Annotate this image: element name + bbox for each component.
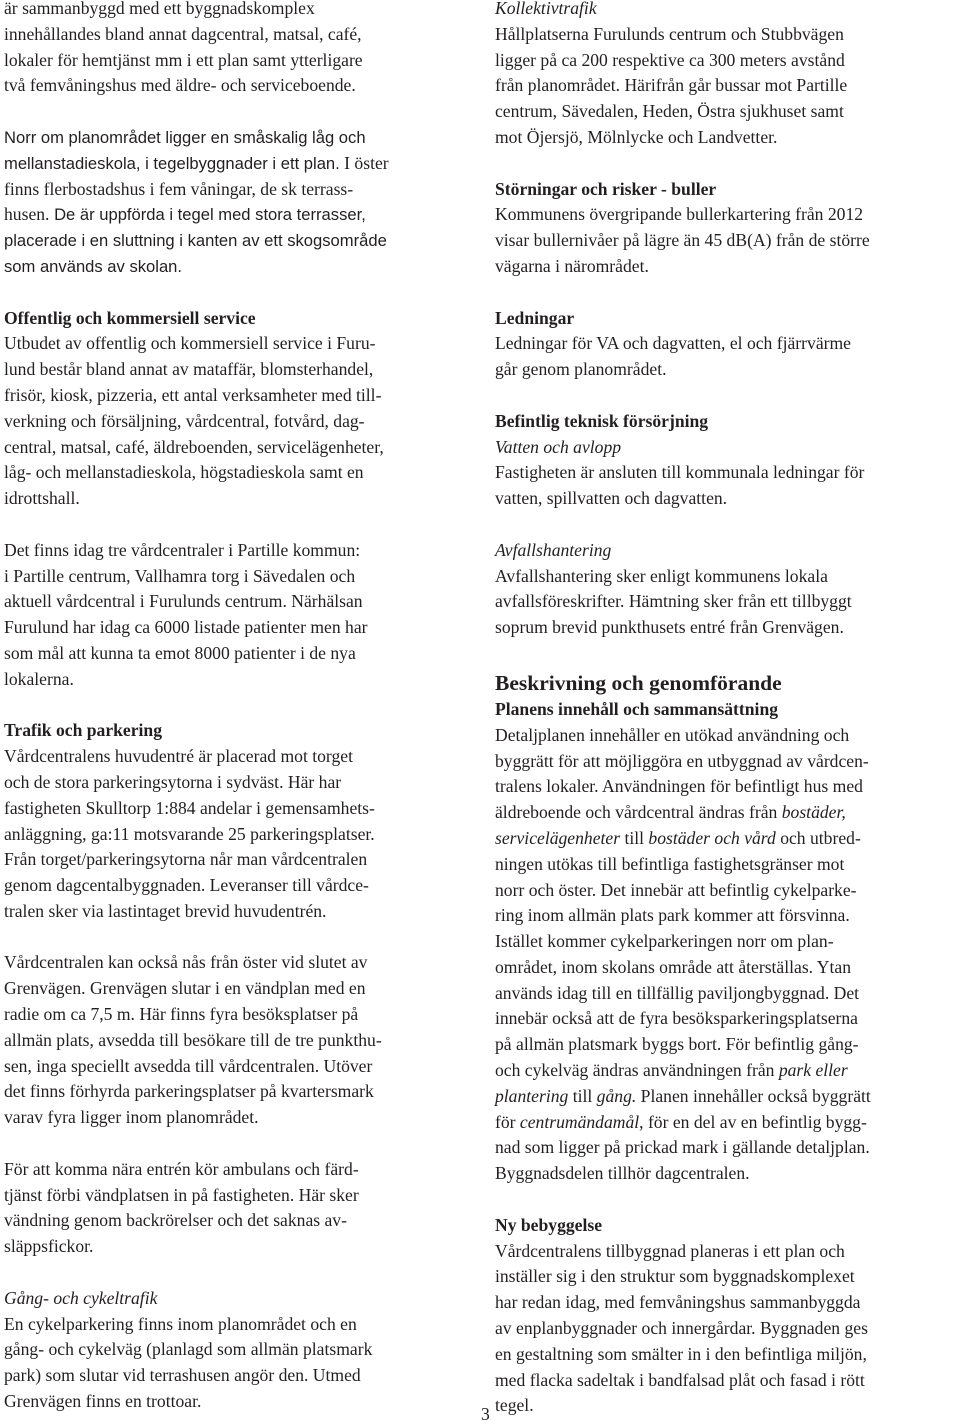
text-line: tegel.: [495, 1395, 534, 1416]
text-line: lokalerna.: [4, 668, 74, 689]
text-line: har redan idag, med femvåningshus sammanbyggda: [495, 1292, 861, 1313]
plan-content-section: [495, 697, 957, 1187]
intro-paragraph: [4, 0, 474, 99]
text-line: släppsfickor.: [4, 1236, 94, 1257]
text-line: genom dagcentalbyggnaden. Leveranser till vårdce-: [4, 875, 369, 896]
text-line: är sammanbyggd med ett byggnadskomplex: [4, 0, 315, 18]
east-access-paragraph: [4, 950, 474, 1131]
text-line: innehållandes bland annat dagcentral, matsal, café,: [4, 23, 362, 44]
text-line: Norr om planområdet ligger en småskalig låg och: [4, 127, 366, 147]
text-run: husen.: [4, 204, 50, 225]
text-line: Det finns idag tre vårdcentraler i Partille kommun:: [4, 539, 361, 560]
text-run: , för en del av en befintlig bygg-: [639, 1111, 867, 1132]
section-heading: Ny bebyggelse: [495, 1214, 603, 1235]
text-run: och utbred-: [775, 827, 861, 848]
text-line: Detaljplanen innehåller en utökad användning och: [495, 724, 850, 745]
walk-cycle-section: [4, 1286, 474, 1415]
noise-section: [495, 177, 957, 280]
text-line: placerade i en sluttning i kanten av ett skogsområde: [4, 231, 387, 251]
text-line: centrum, Sävedalen, Heden, Östra sjukhuset samt: [495, 101, 844, 122]
text-line: som mål att kunna ta emot 8000 patienter i de nya: [4, 642, 356, 663]
text-line: idrottshall.: [4, 488, 80, 509]
section-heading: Störningar och risker - buller: [495, 178, 717, 199]
text-line: Avfallshantering sker enligt kommunens lokala: [495, 565, 828, 586]
section-subheading: Vatten och avlopp: [495, 436, 622, 457]
text-line: från planområdet. Härifrån går bussar mot Partille: [495, 75, 848, 96]
page-number: 3: [481, 1404, 490, 1424]
right-column: [495, 0, 957, 1419]
section-heading: Trafik och parkering: [4, 720, 163, 741]
text-line: används idag till en tillfällig paviljongbyggnad. Det: [495, 982, 860, 1003]
surroundings-paragraph: [4, 125, 474, 280]
section-heading: Befintlig teknisk försörjning: [495, 410, 709, 431]
text-line: området, inom skolans område att återställas. Ytan: [495, 956, 852, 977]
healthcare-paragraph: [4, 538, 474, 693]
text-line: mot Öjersjö, Mölnlycke och Landvetter.: [495, 126, 778, 147]
text-line: [495, 1110, 957, 1136]
section-subheading: Avfallshantering: [495, 539, 612, 560]
text-line: soprum brevid punkthusets entré från Grenvägen.: [495, 617, 844, 638]
text-run: bostäder,: [781, 802, 846, 823]
text-line: För att komma nära entrén kör ambulans och färd-: [4, 1158, 359, 1179]
text-run: I öster: [339, 152, 389, 173]
text-line: [495, 1058, 957, 1084]
technical-supply-section: [495, 409, 957, 512]
ambulance-paragraph: [4, 1157, 474, 1260]
text-line: med flacka sadeltak i bandfalsad plåt och fasad i rött: [495, 1369, 865, 1390]
text-line: ningen utökas till befintliga fastighetsgränser mot: [495, 853, 845, 874]
waste-section: [495, 538, 957, 641]
text-line: central, matsal, café, äldreboenden, servicelägenheter,: [4, 436, 384, 457]
text-line: fastigheten Skulltorp 1:884 andelar i gemensamhets-: [4, 797, 375, 818]
text-line: ring inom allmän plats park kommer att försvinna.: [495, 905, 850, 926]
text-line: som används av skolan.: [4, 256, 183, 276]
text-line: lokaler för hemtjänst mm i ett plan samt ytterligare: [4, 49, 363, 70]
text-run: bostäder och vård: [648, 827, 776, 848]
section-heading: Planens innehåll och sammansättning: [495, 698, 779, 719]
text-run: gång.: [596, 1085, 637, 1106]
text-line: allmän plats, avsedda till besökare till de tre punkthu-: [4, 1029, 382, 1050]
text-line: Vårdcentralens huvudentré är placerad mot torget: [4, 746, 353, 767]
text-run: till: [620, 827, 649, 848]
text-run: servicelägenheter: [495, 827, 621, 848]
text-line: innebär också att de fyra besöksparkeringsplatserna: [495, 1008, 858, 1029]
text-line: En cykelparkering finns inom planområdet och en: [4, 1313, 357, 1334]
text-line: [495, 800, 957, 826]
text-run: äldreboende och vårdcentral ändras från: [495, 802, 782, 823]
text-run: plantering: [495, 1085, 569, 1106]
text-run: och cykelväg ändras användningen från: [495, 1060, 779, 1081]
text-line: [495, 826, 957, 852]
text-run: mellanstadieskola, i tegelbyggnader i ett plan.: [4, 153, 340, 173]
text-line: på allmän platsmark byggs bort. För befintlig gång-: [495, 1034, 859, 1055]
traffic-section: [4, 718, 474, 924]
text-line: lund består bland annat av mataffär, blomsterhandel,: [4, 359, 374, 380]
text-line: inställer sig i den struktur som byggnadskomplexet: [495, 1266, 855, 1287]
text-line: [4, 151, 474, 177]
section-heading: Ledningar: [495, 307, 575, 328]
text-line: går genom planområdet.: [495, 359, 667, 380]
section-subheading: Kollektivtrafik: [495, 0, 597, 18]
text-run: park eller: [778, 1060, 848, 1081]
text-run: till: [568, 1085, 597, 1106]
text-line: Vårdcentralens tillbyggnad planeras i ett plan och: [495, 1240, 845, 1261]
text-line: varav fyra ligger inom planområdet.: [4, 1107, 259, 1128]
text-line: och de stora parkeringsytorna i sydväst. Här har: [4, 771, 342, 792]
text-line: vändning genom backrörelser och det saknas av-: [4, 1210, 347, 1231]
text-line: anläggning, ga:11 motsvarande 25 parkeringsplatser.: [4, 823, 375, 844]
text-line: vägarna i närområdet.: [495, 255, 649, 276]
text-line: Fastigheten är ansluten till kommunala ledningar för: [495, 462, 865, 483]
text-line: tjänst förbi vändplatsen in på fastigheten. Här sker: [4, 1184, 359, 1205]
text-line: Grenvägen. Grenvägen slutar i en vändplan med en: [4, 978, 366, 999]
text-line: tralen sker via lastintaget brevid huvudentrén.: [4, 900, 327, 921]
text-line: Grenvägen finns en trottoar.: [4, 1391, 202, 1412]
transit-section: [495, 0, 957, 151]
utilities-section: [495, 306, 957, 383]
new-building-section: [495, 1213, 957, 1419]
text-line: norr och öster. Det innebär att befintlig cykelparke-: [495, 879, 857, 900]
text-line: frisör, kiosk, pizzeria, ett antal verksamheter med till-: [4, 384, 382, 405]
text-line: tralens lokaler. Användningen för befintligt hus med: [495, 776, 863, 797]
text-line: finns flerbostadshus i fem våningar, de sk terrass-: [4, 178, 354, 199]
text-run: Planen innehåller också byggrätt: [636, 1085, 871, 1106]
text-run: för: [495, 1111, 520, 1132]
text-line: Kommunens övergripande bullerkartering från 2012: [495, 204, 864, 225]
text-line: Utbudet av offentlig och kommersiell service i Furu-: [4, 333, 376, 354]
text-line: Byggnadsdelen tillhör dagcentralen.: [495, 1163, 750, 1184]
text-line: gång- och cykelväg (planlagd som allmän platsmark: [4, 1339, 373, 1360]
text-line: Ledningar för VA och dagvatten, el och fjärrvärme: [495, 333, 851, 354]
text-line: av enplanbyggnader och innergårdar. Byggnaden ges: [495, 1318, 868, 1339]
chapter-heading: Beskrivning och genomförande: [495, 670, 782, 695]
text-line: det finns förhyrda parkeringsplatser på kvartersmark: [4, 1081, 374, 1102]
left-column: [4, 0, 474, 1415]
text-line: Furulund har idag ca 6000 listade patienter men har: [4, 617, 368, 638]
text-line: ligger på ca 200 respektive ca 300 meters avstånd: [495, 49, 845, 70]
text-run: De är uppförda i tegel med stora terrasser,: [49, 205, 366, 225]
text-line: Vårdcentralen kan också nås från öster vid slutet av: [4, 952, 368, 973]
service-section: [4, 306, 474, 512]
section-subheading: Gång- och cykeltrafik: [4, 1287, 158, 1308]
section-heading: Offentlig och kommersiell service: [4, 307, 256, 328]
text-line: Istället kommer cykelparkeringen norr om plan-: [495, 931, 834, 952]
text-line: avfallsföreskrifter. Hämtning sker från ett tillbyggt: [495, 591, 852, 612]
text-line: nad som ligger på prickad mark i gällande detaljplan.: [495, 1137, 870, 1158]
text-line: en gestaltning som smälter in i den befintliga miljön,: [495, 1343, 867, 1364]
text-line: sen, inga speciellt avsedda till vårdcentralen. Utöver: [4, 1055, 373, 1076]
text-line: Hållplatserna Furulunds centrum och Stubbvägen: [495, 23, 844, 44]
text-line: Från torget/parkeringsytorna når man vårdcentralen: [4, 849, 368, 870]
text-line: [4, 202, 474, 228]
text-run: centrumändamål: [519, 1111, 640, 1132]
text-line: i Partille centrum, Vallhamra torg i Sävedalen och: [4, 565, 356, 586]
text-line: radie om ca 7,5 m. Här finns fyra besöksplatser på: [4, 1004, 359, 1025]
text-line: två femvåningshus med äldre- och serviceboende.: [4, 75, 356, 96]
text-line: park) som slutar vid terrashusen angör den. Utmed: [4, 1365, 361, 1386]
text-line: aktuell vårdcentral i Furulunds centrum. Närhälsan: [4, 591, 363, 612]
text-line: byggrätt för att möjliggöra en utbyggnad av vårdcen-: [495, 750, 869, 771]
text-line: verkning och försäljning, vårdcentral, fotvård, dag-: [4, 410, 365, 431]
text-line: visar bullernivåer på lägre än 45 dB(A) från de större: [495, 230, 870, 251]
text-line: vatten, spillvatten och dagvatten.: [495, 488, 728, 509]
text-line: [495, 1084, 957, 1110]
text-line: låg- och mellanstadieskola, högstadieskola samt en: [4, 462, 364, 483]
